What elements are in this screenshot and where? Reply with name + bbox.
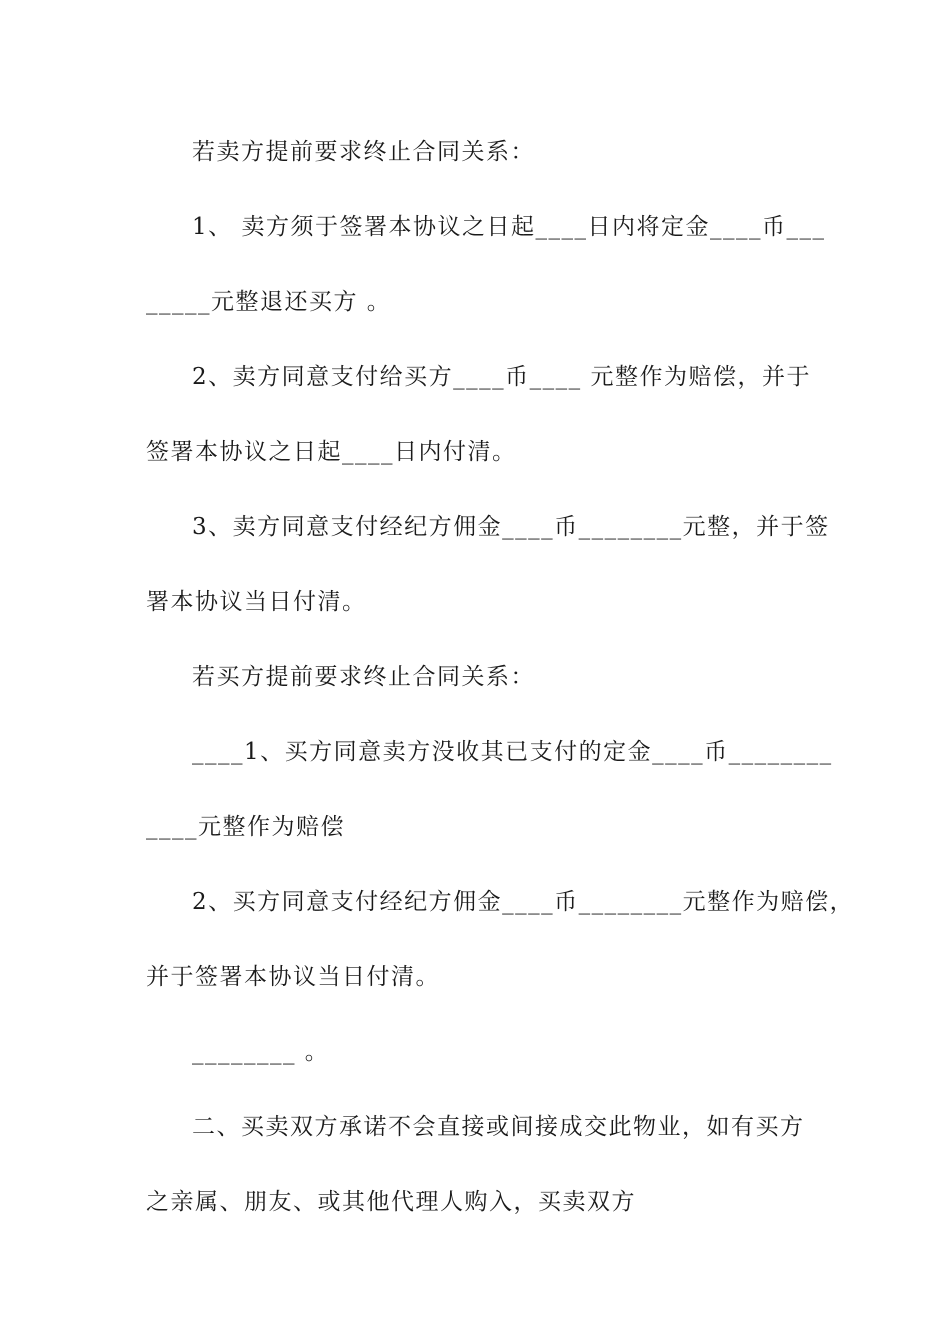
buyer-clause-1-line-1: ____1、买方同意卖方没收其已支付的定金____币________ [192,739,833,765]
seller-clause-3-line-2: 署本协议当日付清。 [146,589,367,615]
buyer-clause-2-line-1: 2、买方同意支付经纪方佣金____币________元整作为赔偿， [192,889,855,915]
buyer-termination-heading: 若买方提前要求终止合同关系： [192,664,535,690]
seller-termination-heading: 若卖方提前要求终止合同关系： [192,139,535,165]
section-2-line-2: 之亲属、朋友、或其他代理人购入，买卖双方 [146,1189,636,1215]
seller-clause-1-line-1: 1、 卖方须于签署本协议之日起____日内将定金____币___ [192,214,826,240]
seller-clause-3-line-1: 3、卖方同意支付经纪方佣金____币________元整，并于签 [192,514,830,540]
buyer-clause-2-line-2: 并于签署本协议当日付清。 [146,964,440,990]
seller-clause-2-line-2: 签署本协议之日起____日内付清。 [146,439,517,465]
seller-clause-1-line-2: _____元整退还买方 。 [146,289,392,315]
blank-line: ________ 。 [192,1039,330,1065]
seller-clause-2-line-1: 2、卖方同意支付给买方____币____ 元整作为赔偿，并于 [192,364,811,390]
section-2-line-1: 二、买卖双方承诺不会直接或间接成交此物业，如有买方 [192,1114,805,1140]
buyer-clause-1-line-2: ____元整作为赔偿 [146,814,345,840]
